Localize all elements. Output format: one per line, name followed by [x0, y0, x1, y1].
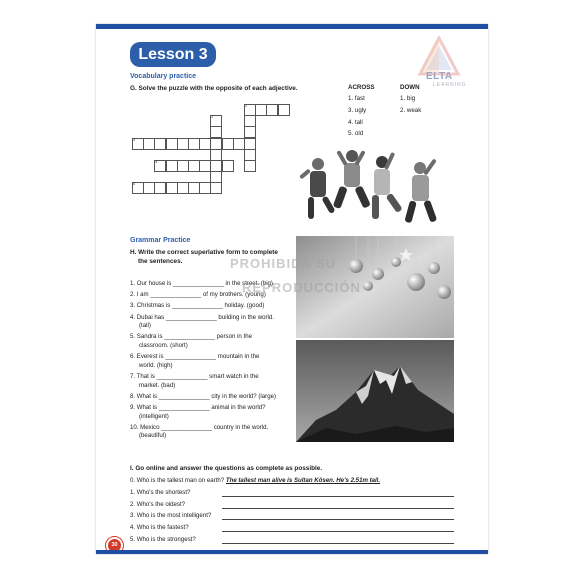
crossword-cell[interactable] — [210, 138, 222, 150]
grammar-item-line: 4. Dubai has _______________ building in the world. — [130, 313, 274, 321]
crossword-cell[interactable] — [266, 104, 278, 116]
grammar-item-line: 9. What is _______________ animal in the world? — [130, 404, 266, 411]
grammar-item-line: 2. I am _______________ of my brothers. (young) — [130, 291, 266, 299]
lesson-title: Lesson 3 — [130, 42, 216, 67]
crossword-clue-number: 2 — [211, 115, 214, 120]
grammar-item-line: market. (bad) — [139, 381, 176, 389]
across-title: ACROSS — [348, 84, 375, 91]
example-answer: The tallest man alive is Sultan Kösen. He's 2.51m tall. — [225, 477, 381, 484]
vocab-instruction: G. Solve the puzzle with the opposite of each adjective. — [130, 85, 298, 92]
crossword-cell[interactable] — [177, 160, 189, 172]
answer-line[interactable] — [222, 519, 454, 520]
across-clue: 3. ugly — [348, 107, 367, 114]
crossword-cell[interactable] — [199, 182, 211, 194]
crossword-cell[interactable] — [210, 149, 222, 161]
crossword-cell[interactable] — [244, 138, 256, 150]
crossword-cell[interactable] — [166, 138, 178, 150]
grammar-item-line: (tall) — [139, 322, 151, 330]
crossword-cell[interactable] — [199, 138, 211, 150]
page-number: 30 — [108, 539, 121, 552]
down-clue: 2. weak — [400, 107, 422, 114]
grammar-item-line: 7. That is _______________ smart watch in the — [130, 373, 259, 380]
jumping-people-photo — [296, 142, 448, 234]
crossword-cell[interactable] — [177, 138, 189, 150]
crossword-cell[interactable] — [188, 160, 200, 172]
crossword-cell[interactable] — [143, 182, 155, 194]
online-question: 3. Who is the most intelligent? — [130, 512, 212, 520]
answer-line[interactable] — [222, 496, 454, 497]
online-question: 4. Who is the fastest? — [130, 524, 189, 532]
crossword-clue-number: 4 — [155, 160, 158, 164]
grammar-item-line: 1. Our house is _______________ in the street. (big) — [130, 280, 273, 287]
grammar-item-line: 5. Sandra is _______________ person in the — [130, 333, 252, 341]
crossword-cell[interactable] — [210, 126, 222, 138]
crossword-cell[interactable] — [244, 126, 256, 138]
down-title: DOWN — [400, 84, 420, 91]
crossword-cell[interactable] — [278, 104, 290, 116]
mountain-photo — [296, 340, 454, 442]
crossword-cell[interactable] — [244, 115, 256, 127]
crossword-cell[interactable] — [244, 149, 256, 161]
grammar-item-line: world. (high) — [139, 361, 173, 369]
crossword-cell[interactable] — [199, 160, 211, 172]
answer-line[interactable] — [222, 508, 454, 509]
grammar-instruction-line2: the sentences. — [138, 258, 183, 265]
online-question: 2. Who's the oldest? — [130, 500, 186, 508]
crossword-cell[interactable] — [188, 138, 200, 150]
grammar-item-line: classroom. (short) — [139, 342, 188, 349]
crossword-cell[interactable] — [244, 160, 256, 172]
across-clue: 4. tall — [348, 119, 363, 126]
online-instruction: I. Go online and answer the questions as complete as possible. — [130, 465, 323, 472]
crossword-clue-number: 5 — [133, 182, 135, 187]
crossword-cell[interactable] — [222, 160, 234, 172]
crossword-cell[interactable] — [143, 138, 155, 150]
online-question: 1. Who's the shortest? — [130, 489, 191, 496]
grammar-instruction-line1: H. Write the correct superlative form to complete — [130, 249, 278, 256]
down-clue: 1. big — [400, 95, 416, 102]
watermark-line2: REPRODUCCIÓN — [242, 280, 361, 295]
crossword-cell[interactable] — [210, 182, 222, 194]
grammar-item-line: 3. Christmas is _______________ holiday. (good) — [130, 302, 265, 310]
grammar-item-line: 10. Mexico _______________ country in the world. — [130, 423, 269, 431]
crossword-cell[interactable] — [166, 160, 178, 172]
grammar-item-line: (intelligent) — [139, 412, 169, 420]
crossword-cell[interactable] — [210, 160, 222, 172]
crossword-cell[interactable] — [166, 182, 178, 194]
crossword-clue-number: 1 — [245, 104, 247, 108]
answer-line[interactable] — [222, 543, 454, 544]
crossword-cell[interactable] — [154, 138, 166, 150]
top-bar — [96, 24, 488, 29]
watermark-line1: PROHIBIDA SU — [230, 256, 337, 271]
crossword-cell[interactable] — [233, 138, 245, 150]
answer-line[interactable] — [222, 531, 454, 532]
example-question — [130, 477, 380, 484]
crossword-cell[interactable] — [255, 104, 267, 116]
grammar-section-title: Grammar Practice — [130, 237, 191, 244]
logo-text: ELTA — [426, 71, 453, 82]
crossword-cell[interactable] — [154, 182, 166, 194]
across-clue: 1. fast — [348, 95, 365, 102]
crossword-cell[interactable] — [210, 171, 222, 183]
bottom-bar — [96, 550, 488, 554]
crossword-cell[interactable] — [188, 182, 200, 194]
across-clue: 5. old — [348, 130, 364, 137]
grammar-item-line: 8. What is _______________ city in the world? (large) — [130, 392, 277, 400]
workbook-page — [96, 24, 488, 554]
online-question: 5. Who is the strongest? — [130, 535, 196, 543]
crossword-cell[interactable] — [177, 182, 189, 194]
logo-subtext: LEARNING — [433, 82, 467, 88]
grammar-item-line: (beautiful) — [139, 432, 167, 440]
example-question-text: 0. Who is the tallest man on earth? — [130, 477, 225, 484]
grammar-item-line: 6. Everest is _______________ mountain in the — [130, 353, 260, 361]
vocab-section-title: Vocabulary practice — [130, 73, 197, 80]
crossword-cell[interactable] — [222, 138, 234, 150]
crossword-clue-number: 3 — [133, 137, 135, 142]
